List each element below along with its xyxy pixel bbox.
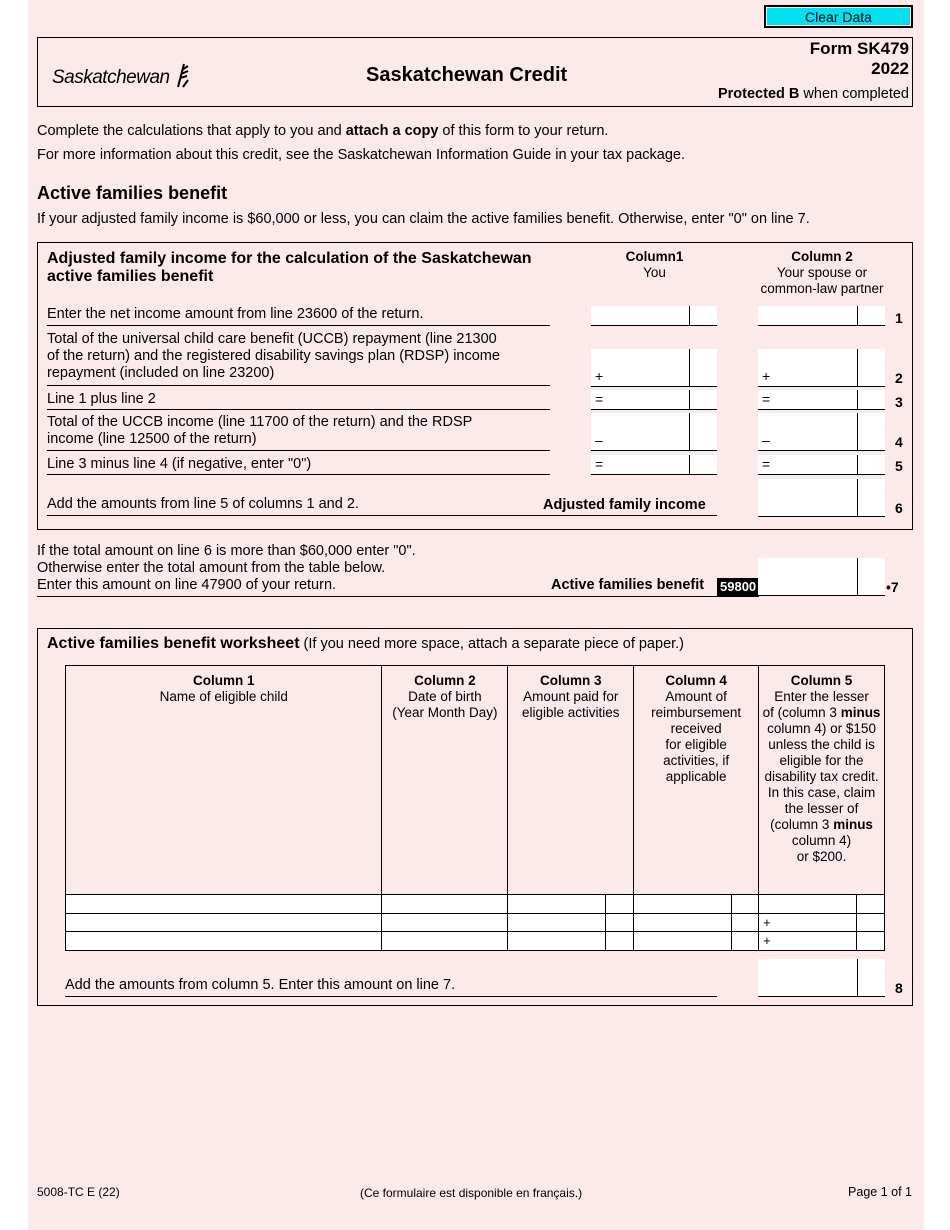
line-7-input[interactable] [758, 558, 885, 596]
line-5-col1-input[interactable]: = [591, 455, 717, 475]
ws-row3-paid-input[interactable] [508, 932, 634, 951]
line-number-1: 1 [895, 310, 903, 326]
ws-row1-reimb-input[interactable] [634, 895, 759, 914]
line-5-col2-input[interactable]: = [758, 455, 885, 475]
line-7-instructions: If the total amount on line 6 is more than $60,000 enter "0". Otherwise enter the total amount from the table below. Enter this amount on line 47900 of your return. [37, 543, 416, 593]
footer-french-note: (Ce formulaire est disponible en français.) [360, 1186, 583, 1200]
line-number-3: 3 [895, 394, 903, 410]
wheat-logo-icon [174, 62, 192, 88]
ws-row2-name-input[interactable] [66, 913, 382, 932]
line-number-2: 2 [895, 370, 903, 386]
worksheet-table [65, 665, 885, 951]
line-number-8: 8 [895, 980, 903, 996]
line-number-4: 4 [895, 434, 903, 450]
logo-text: Saskatchewan [52, 67, 170, 88]
section-note: If your adjusted family income is $60,000 or less, you can claim the active families benefit. Otherwise, enter "0" on line 7. [37, 211, 810, 227]
ws-row3-dob-input[interactable] [382, 932, 508, 951]
line-6-label: Add the amounts from line 5 of columns 1 and 2. [47, 496, 359, 512]
line-3-col1-input[interactable]: = [591, 390, 717, 410]
line-2-col2-input[interactable]: + [758, 349, 885, 387]
table-row [66, 932, 885, 951]
column-1-header: Column1 You [625, 249, 684, 280]
ws-row1-paid-input[interactable] [508, 895, 634, 914]
line-1-rule [47, 325, 550, 326]
section-heading: Active families benefit [37, 183, 228, 203]
footer-form-code: 5008-TC E (22) [37, 1185, 120, 1199]
line-5-rule [47, 474, 550, 475]
ws-row1-dob-input[interactable] [382, 895, 508, 914]
line-4-col2-input[interactable]: – [758, 413, 885, 451]
page-title: Saskatchewan Credit [366, 64, 568, 86]
line-3-label: Line 1 plus line 2 [47, 391, 156, 407]
ws-row3-claim-input[interactable]: + [759, 932, 885, 951]
line-7-rule [37, 596, 759, 597]
ws-row2-claim-input[interactable]: + [759, 913, 885, 932]
line-4-rule [47, 450, 550, 451]
box-title-line-1: Adjusted family income for the calculation of the Saskatchewan [47, 250, 532, 267]
form-year: 2022 [871, 59, 909, 78]
worksheet-header-row [66, 666, 885, 895]
ws-row2-dob-input[interactable] [382, 913, 508, 932]
ws-col1-header: Column 1 Name of eligible child [66, 666, 382, 895]
form-number: Form SK479 [809, 39, 909, 58]
line-number-6: 6 [895, 500, 903, 516]
ws-row3-reimb-input[interactable] [634, 932, 759, 951]
ws-row2-reimb-input[interactable] [634, 913, 759, 932]
ws-row2-paid-input[interactable] [508, 913, 634, 932]
line-8-rule [65, 996, 717, 997]
saskatchewan-logo [52, 62, 192, 89]
ws-row1-claim-input[interactable] [759, 895, 885, 914]
line-number-7: •7 [886, 579, 899, 595]
ws-col5-header: Column 5 Enter the lesser of (column 3 minus column 4) or $150 unless the child is eligible for the disability tax credit. In this case, claim the lesser of (column 3 minus column 4) or $200. [759, 666, 885, 895]
line-2-label: Total of the universal child care benefit (UCCB) repayment (line 21300 of the return) and the registered disability savings plan (RDSP) income repayment (included on line 23200) [47, 331, 500, 381]
line-8-input[interactable] [758, 959, 885, 997]
line-number-5: 5 [895, 458, 903, 474]
line-4-label: Total of the UCCB income (line 11700 of the return) and the RDSP income (line 12500 of the return) [47, 414, 473, 447]
ws-col3-header: Column 3 Amount paid for eligible activities [508, 666, 634, 895]
intro-line-1: Complete the calculations that apply to you and attach a copy of this form to your return. [37, 123, 609, 139]
column-2-header: Column 2 Your spouse or common-law partner [760, 249, 884, 296]
line-4-col1-input[interactable]: – [591, 413, 717, 451]
adjusted-family-income-label: Adjusted family income [543, 497, 706, 513]
worksheet-title: Active families benefit worksheet (If you need more space, attach a separate piece of paper.) [47, 635, 685, 652]
ws-col4-header: Column 4 Amount of reimbursement received for eligible activities, if applicable [634, 666, 759, 895]
line-6-input[interactable] [758, 479, 885, 517]
line-8-label: Add the amounts from column 5. Enter this amount on line 7. [65, 977, 456, 993]
line-5-label: Line 3 minus line 4 (if negative, enter "0") [47, 456, 312, 472]
line-3-rule [47, 409, 550, 410]
ws-col2-header: Column 2 Date of birth (Year Month Day) [382, 666, 508, 895]
table-row [66, 913, 885, 932]
line-3-col2-input[interactable]: = [758, 390, 885, 410]
intro-line-2: For more information about this credit, see the Saskatchewan Information Guide in your tax package. [37, 147, 686, 163]
line-1-col2-input[interactable] [758, 306, 885, 326]
line-2-col1-input[interactable]: + [591, 349, 717, 387]
ws-row1-name-input[interactable] [66, 895, 382, 914]
footer-page-number: Page 1 of 1 [848, 1185, 912, 1199]
box-title-line-2: active families benefit [47, 268, 214, 285]
line-2-rule [47, 385, 550, 386]
line-1-col1-input[interactable] [591, 306, 717, 326]
line-6-rule [47, 515, 717, 516]
ws-row3-name-input[interactable] [66, 932, 382, 951]
active-families-benefit-label: Active families benefit [551, 577, 705, 593]
protected-status: Protected B when completed [717, 86, 909, 102]
line-1-label: Enter the net income amount from line 23600 of the return. [47, 306, 424, 322]
clear-data-button[interactable]: Clear Data [764, 5, 913, 28]
line-code-badge: 59800 [717, 578, 759, 596]
table-row [66, 895, 885, 914]
